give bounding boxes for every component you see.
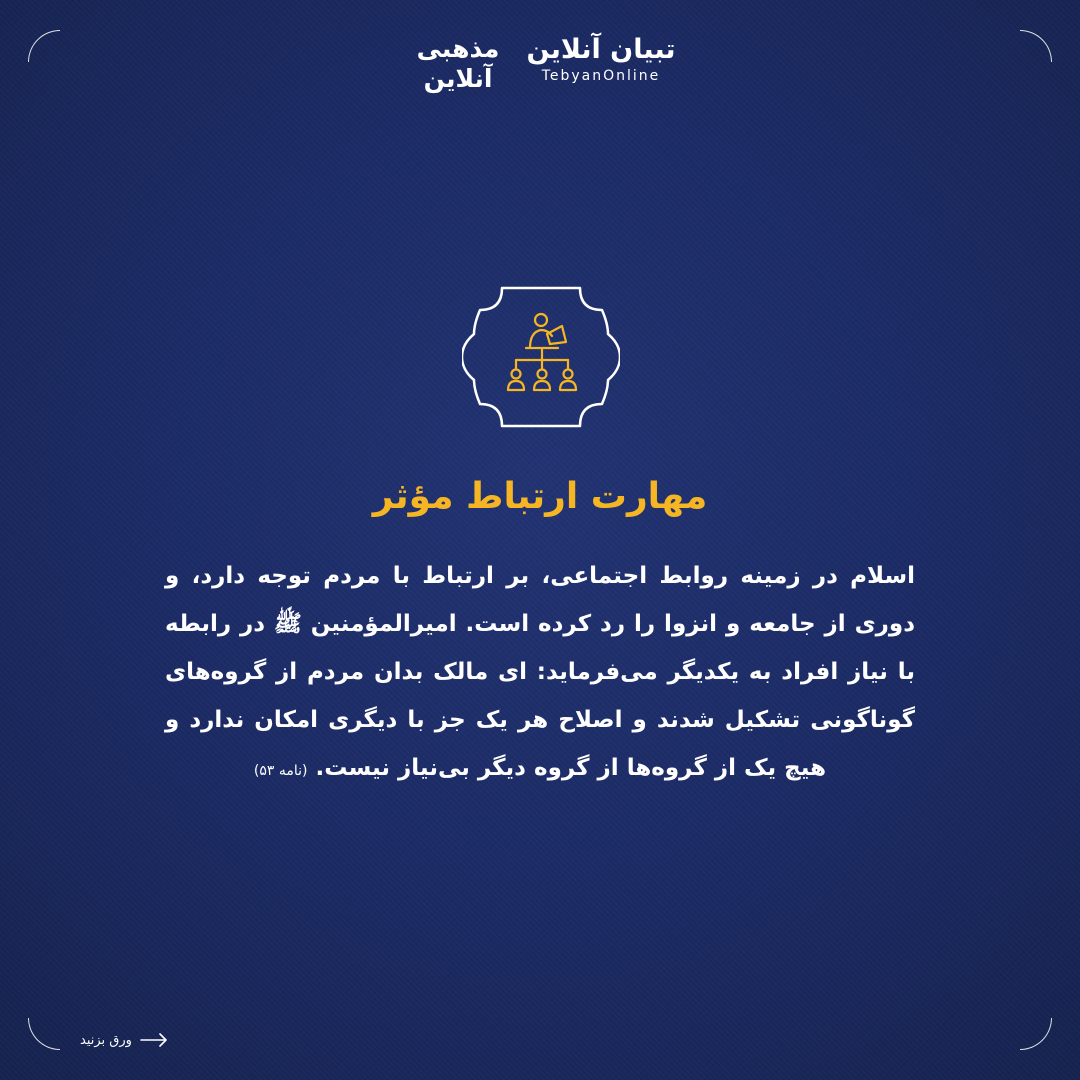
- arrow-right-icon: [140, 1033, 168, 1047]
- leader-with-megaphone-and-group-icon: [508, 314, 576, 390]
- tebyan-logo-fa: تبیان آنلاین: [526, 34, 676, 65]
- mazhabi-logo-line1: مذهبی: [416, 34, 500, 63]
- frame-corner-bottom-left: [28, 1018, 60, 1050]
- swipe-hint[interactable]: [80, 1028, 168, 1052]
- tebyan-logo-en: TebyanOnline: [541, 68, 661, 84]
- header-logos: [0, 34, 1080, 104]
- tebyan-logo: [526, 34, 676, 84]
- page-title: مهارت ارتباط مؤثر: [372, 476, 708, 517]
- frame-corner-bottom-right: [1020, 1018, 1052, 1050]
- mazhabi-online-logo: [408, 34, 508, 94]
- body-paragraph: [165, 552, 915, 795]
- swipe-label: ورق بزنید: [80, 1032, 132, 1048]
- body-reference: (نامه ۵۳): [253, 763, 308, 779]
- emblem-frame: [462, 282, 620, 432]
- mazhabi-logo-line2: آنلاین: [423, 64, 493, 93]
- topic-emblem: [462, 282, 620, 432]
- body-text: اسلام در زمینه روابط اجتماعی، بر ارتباط با مردم توجه دارد، و دوری از جامعه و انزوا را رد کرده است. امیرالمؤمنین ﷺ در رابطه با نیاز افراد به یکدیگر می‌فرماید: ای مالک بدان مردم از گروه‌های گوناگونی تشکیل شدند و اصلاح هر یک جز با دیگری امکان ندارد و هیچ یک از گروه‌ها از گروه دیگر بی‌نیاز نیست.: [165, 563, 915, 781]
